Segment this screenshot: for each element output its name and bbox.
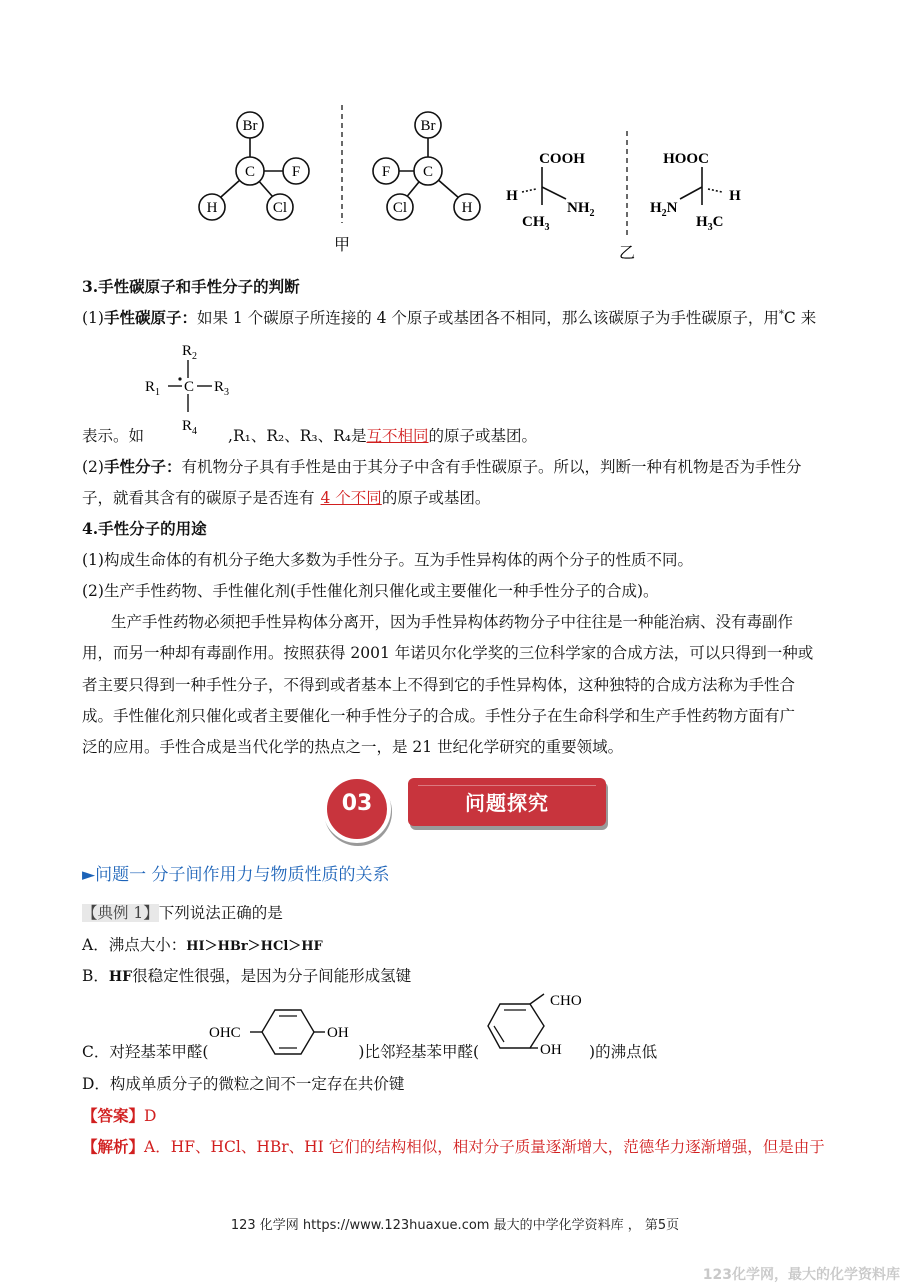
- p1-star: *: [778, 308, 784, 320]
- mol2-top: Br: [420, 118, 436, 134]
- mol3-right-group: $NH_2$: [567, 200, 595, 219]
- caption-jia: 甲: [333, 237, 351, 254]
- question-marker: ►: [82, 865, 96, 885]
- mol-c2-top: CHO: [550, 993, 582, 1009]
- p1-text: 如果 1 个碳原子所连接的 4 个原子或基团各不相同，那么该碳原子为手性碳原子，用: [196, 309, 779, 327]
- mol4-left-group: $H_2N$: [650, 200, 678, 219]
- section4-p3-line3: 者主要只得到一种手性分子，不得到或者基本上不得到它的手性异构体，这种独特的合成方法称为手性合: [82, 676, 796, 694]
- mol4-right: H: [729, 188, 741, 204]
- formula-c: C: [184, 379, 195, 395]
- banner-title: 问题探究: [465, 791, 549, 815]
- p1b-tail: 的原子或基团。: [428, 427, 538, 445]
- option-c-tail: )的沸点低: [589, 1043, 658, 1061]
- mol1-bottom-right: Cl: [272, 200, 288, 216]
- section4-p3-line2: 用，而另一种却有毒副作用。按照获得 2001 年诺贝尔化学奖的三位科学家的合成方法，可以只得到一种或: [82, 644, 814, 662]
- formula-r4: $R_4$: [182, 418, 198, 437]
- option-b-hf: HF: [108, 969, 133, 985]
- example-line: [82, 901, 283, 923]
- option-b: [82, 964, 411, 986]
- question-title: 问题一 分子间作用力与物质性质的关系: [95, 865, 390, 885]
- option-a-text: HI＞HBr＞HCl＞HF: [186, 939, 323, 954]
- p2-prefix: (2): [82, 458, 104, 476]
- para-hydroxybenzaldehyde: [205, 1006, 370, 1058]
- example-label: 【典例 1】: [82, 904, 159, 922]
- answer-label: 【答案】: [82, 1106, 145, 1125]
- section3-p1b: [82, 424, 537, 446]
- mol3-top: COOH: [539, 151, 585, 167]
- molecule-4: [680, 167, 722, 205]
- mol2-bottom-left: Cl: [392, 200, 408, 216]
- mol3-bottom-group: $CH_3$: [522, 214, 550, 233]
- p1-prefix: (1): [82, 309, 104, 327]
- section4-heading: 4.手性分子的用途: [82, 519, 207, 538]
- example-text: 下列说法正确的是: [158, 904, 283, 922]
- option-b-label: B．: [82, 967, 109, 985]
- mol1-right: F: [291, 164, 301, 180]
- p1b-is: 是: [350, 427, 367, 445]
- molecule-3: [522, 167, 566, 205]
- section4-p1: (1)构成生命体的有机分子绝大多数为手性分子。互为手性异构体的两个分子的性质不同。: [82, 551, 693, 569]
- p1b-list: ,R₁、R₂、R₃、R₄: [228, 427, 351, 445]
- mol4-top: HOOC: [663, 151, 709, 167]
- chirality-figure: [180, 105, 760, 265]
- section4-p3-line5: 泛的应用。手性合成是当代化学的热点之一，是 21 世纪化学研究的重要领域。: [82, 738, 624, 756]
- section4-p3-line4: 成。手性催化剂只催化或者主要催化一种手性分子的合成。手性分子在生命科学和生产手性药物方面有广: [82, 707, 796, 725]
- option-b-text: 很稳定性很强，是因为分子间能形成氢键: [132, 967, 412, 985]
- p1b-prefix: 表示。如: [82, 427, 145, 445]
- p2b-text: 子，就看其含有的碳原子是否连有: [82, 489, 315, 507]
- answer-line: [82, 1104, 156, 1126]
- option-a-label: A．沸点大小：: [82, 936, 187, 954]
- analysis-line: [82, 1135, 825, 1157]
- mol1-center: C: [244, 164, 256, 180]
- option-d: D．构成单质分子的微粒之间不一定存在共价键: [82, 1075, 405, 1093]
- p2-text: 有机物分子具有手性是由于其分子中含有手性碳原子。所以，判断一种有机物是否为手性分: [181, 458, 802, 476]
- analysis-label: 【解析】: [82, 1137, 145, 1156]
- mol1-bottom-left: H: [206, 200, 218, 216]
- mol2-left: F: [381, 164, 391, 180]
- formula-r2: $R_2$: [182, 343, 198, 362]
- option-a: [82, 933, 323, 955]
- option-c-mid: )比邻羟基苯甲醛(: [358, 1043, 480, 1061]
- question-heading: [82, 860, 389, 885]
- mol1-top: Br: [242, 118, 258, 134]
- section-banner: [320, 772, 610, 838]
- mol4-bottom-group: $H_3C$: [696, 214, 724, 233]
- formula-r1: $R_1$: [145, 379, 161, 398]
- section3-heading: 3.手性碳原子和手性分子的判断: [82, 277, 300, 296]
- answer-value: D: [144, 1107, 157, 1125]
- chiral-carbon-formula: [140, 338, 250, 438]
- mol2-center: C: [422, 164, 434, 180]
- mol2-bottom-right: H: [461, 200, 473, 216]
- p1b-answer: 互不相同: [366, 427, 429, 445]
- option-c-label: C．对羟基苯甲醛(: [82, 1043, 209, 1061]
- mol3-left: H: [506, 188, 518, 204]
- analysis-text: A．HF、HCl、HBr、HI 它们的结构相似，相对分子质量逐渐增大，范德华力逐渐增强，但是由于: [144, 1138, 825, 1156]
- p1-tail: C 来: [783, 309, 817, 327]
- section3-p1: [82, 306, 816, 328]
- caption-yi: 乙: [618, 245, 636, 262]
- section3-p2b: [82, 486, 490, 508]
- section3-p2: [82, 455, 802, 477]
- ortho-hydroxybenzaldehyde: [484, 986, 604, 1062]
- section4-p3-line1: 生产手性药物必须把手性异构体分离开，因为手性异构体药物分子中往往是一种能治病、没有毒副作: [111, 613, 794, 631]
- p2-term: 手性分子：: [103, 457, 182, 476]
- banner-number: 03: [341, 791, 373, 816]
- watermark: 123化学网，最大的化学资料库: [702, 1267, 900, 1283]
- mol-c1-right: OH: [327, 1025, 349, 1041]
- mol-c1-left: OHC: [209, 1025, 241, 1041]
- section4-p2: (2)生产手性药物、手性催化剂(手性催化剂只催化或主要催化一种手性分子的合成)。: [82, 582, 659, 600]
- page-footer: 123 化学网 https://www.123huaxue.com 最大的中学化学资料库 ， 第5页: [230, 1218, 680, 1233]
- formula-r3: $R_3$: [214, 379, 230, 398]
- p2b-tail: 的原子或基团。: [381, 489, 491, 507]
- p1-term: 手性碳原子：: [103, 308, 197, 327]
- p2b-answer: 4 个不同: [320, 489, 382, 507]
- mol-c2-bottom: OH: [540, 1042, 562, 1058]
